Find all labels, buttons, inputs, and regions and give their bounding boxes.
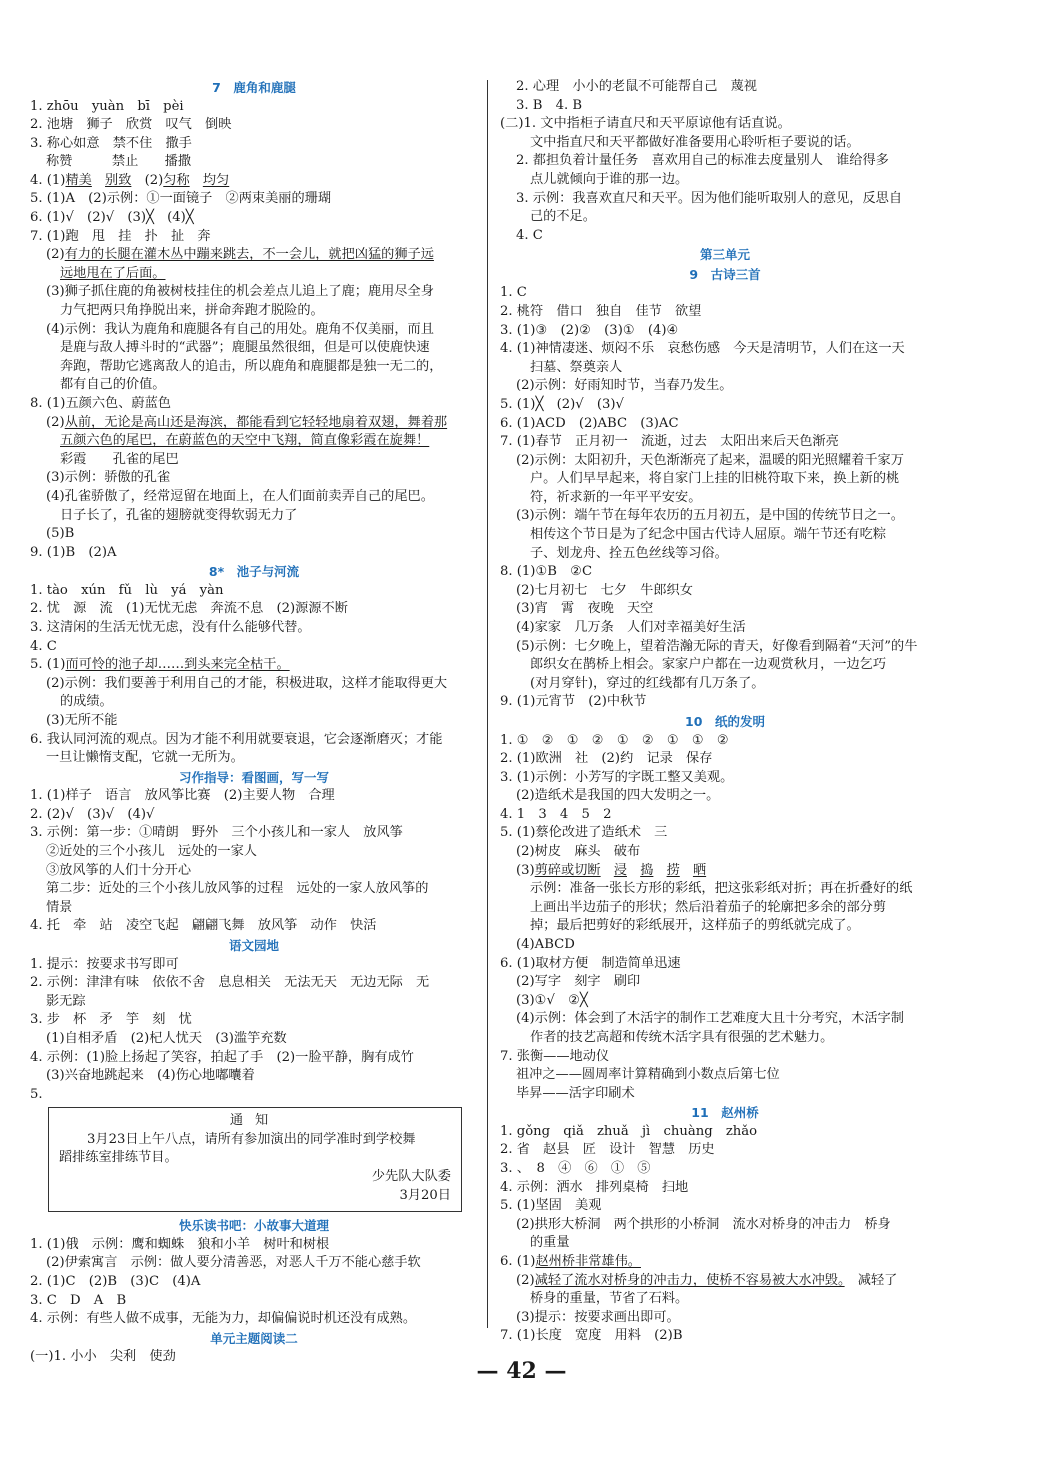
answer-line: (3)狮子抓住鹿的角被树枝挂住的机会差点儿追上了鹿；鹿用尽全身 bbox=[46, 284, 434, 300]
answer-line: 5. (1)坚固 美观 bbox=[500, 1198, 602, 1214]
section-heading: 8* 池子与河流 bbox=[208, 564, 300, 580]
answer-line: 情景 bbox=[46, 899, 73, 915]
answer-line: 一旦让懒惰支配，它就一无所为。 bbox=[46, 750, 244, 766]
answer-line: 2. 池塘 狮子 欣赏 叹气 倒映 bbox=[30, 117, 232, 133]
section-heading: 第三单元 bbox=[699, 247, 750, 263]
answer-line: 4. 托 牵 站 凌空飞起 翩翩飞舞 放风筝 动作 快活 bbox=[30, 918, 377, 934]
answer-line: 3. C D A B bbox=[30, 1292, 127, 1308]
answer-line: (3)无所不能 bbox=[46, 713, 118, 728]
answer-line: (4)家家 几万条 人们对幸福美好生活 bbox=[516, 620, 746, 636]
answer-line: 己的不足。 bbox=[530, 209, 596, 225]
answer-line: 3. B 4. B bbox=[516, 97, 583, 113]
section-heading: 语文园地 bbox=[228, 938, 279, 954]
answer-line: 1. gǒng qiǎ zhuǎ jì chuàng zhǎo bbox=[500, 1123, 758, 1139]
answer-line: (4)示例：体会到了木活字的制作工艺难度大且十分考究，木活字制 bbox=[516, 1011, 904, 1027]
answer-line: (1)自相矛盾 (2)杞人忧天 (3)滥竽充数 bbox=[46, 1030, 287, 1046]
answer-line: 点儿就倾向于谁的那一边。 bbox=[530, 171, 689, 187]
answer-line: 7. (1)跑 甩 挂 扑 扯 奔 bbox=[30, 228, 211, 244]
answer-line: 6. (1)ACD (2)ABC (3)AC bbox=[500, 415, 679, 431]
answer-line: 4. 示例：有些人做不成事，无能为力，却偏偏说时机还没有成熟。 bbox=[30, 1311, 417, 1327]
answer-line: (3)①√ ②╳ bbox=[516, 992, 588, 1008]
answer-line: 5. (1)而可怜的池子却……到头来完全枯干。 bbox=[30, 657, 290, 673]
answer-line: 2. (1)欧洲 社 (2)约 记录 保存 bbox=[500, 751, 713, 767]
answer-line: 5. (1)A (2)示例：①一面镜子 ②两束美丽的珊瑚 bbox=[30, 191, 332, 207]
answer-line: 祖冲之——圆周率计算精确到小数点后第七位 bbox=[516, 1067, 780, 1083]
answer-line: 2. 省 赵县 匠 设计 智慧 历史 bbox=[500, 1142, 715, 1158]
answer-line: (2)伊索寓言 示例：做人要分清善恶，对恶人千万不能心慈手软 bbox=[46, 1255, 421, 1271]
answer-line: 6. 我认同河流的观点。因为才能不利用就要衰退，它会逐渐磨灭；才能 bbox=[30, 731, 443, 747]
answer-line: 9. (1)元宵节 (2)中秋节 bbox=[500, 694, 647, 710]
answer-line: 1. tào xún fǔ lù yá yàn bbox=[30, 582, 224, 598]
answer-line: 8. (1)①B ②C bbox=[500, 564, 593, 580]
answer-line: 3. 示例：我喜欢直尺和天平。因为他们能听取别人的意见，反思自 bbox=[516, 190, 903, 206]
section-heading: 9 古诗三首 bbox=[689, 266, 761, 282]
answer-line: (2)有力的长腿在灌木丛中蹦来跳去，不一会儿，就把凶猛的狮子远 bbox=[46, 247, 434, 263]
answer-line: 7. (1)长度 宽度 用料 (2)B bbox=[500, 1328, 683, 1344]
answer-line: 文中指直尺和天平都做好准备要用心聆听柜子要说的话。 bbox=[530, 134, 860, 150]
answer-line: 相传这个节日是为了纪念中国古代诗人屈原。端午节还有吃粽 bbox=[530, 527, 887, 543]
answer-line: 3. 这清闲的生活无忧无虑，没有什么能够代替。 bbox=[30, 620, 311, 636]
answer-line: 的重量 bbox=[530, 1235, 570, 1251]
notice-body: 3月23日上午八点，请所有参加演出的同学准时到学校舞 bbox=[87, 1131, 416, 1147]
answer-line: (5)B bbox=[46, 526, 75, 542]
answer-line: 2. (1)C (2)B (3)C (4)A bbox=[30, 1273, 201, 1289]
answer-line: (3)宵 霄 夜晚 天空 bbox=[516, 601, 654, 617]
answer-line: (3)剪碎或切断 浸 捣 捞 晒 bbox=[516, 862, 707, 878]
answer-line: 奔跑，帮助它逃离敌人的追击，所以鹿角和鹿腿都是独一无二的， bbox=[60, 358, 443, 374]
answer-line: 3. (1)示例：小芳写的字既工整又美观。 bbox=[500, 769, 734, 785]
answer-line: 户。人们早早起来，将自家门上挂的旧桃符取下来，换上新的桃 bbox=[530, 471, 900, 487]
answer-line: 郎织女在鹊桥上相会。家家户户都在一边观赏秋月，一边乞巧 bbox=[530, 657, 887, 673]
answer-line: (3)示例：端午节在每年农历的五月初五，是中国的传统节日之一。 bbox=[516, 508, 904, 524]
answer-line: 子、划龙舟、拴五色丝线等习俗。 bbox=[530, 545, 728, 561]
notice-title: 通知 bbox=[229, 1113, 281, 1129]
answer-line: (4)孔雀骄傲了，经常逗留在地面上，在人们面前卖弄自己的尾巴。 bbox=[46, 488, 434, 504]
answer-line: (2)示例：太阳初升，天色渐渐亮了起来，温暖的阳光照耀着千家万 bbox=[516, 452, 904, 468]
answer-line: 3. 称心如意 禁不住 撒手 bbox=[30, 135, 192, 151]
answer-line: 1. C bbox=[500, 285, 527, 301]
notice-date: 3月20日 bbox=[399, 1187, 451, 1203]
answer-line: 8. (1)五颜六色、蔚蓝色 bbox=[30, 396, 171, 411]
answer-line: (2)示例：好雨知时节，当春乃发生。 bbox=[516, 378, 733, 394]
answer-line: 1. (1)样子 语言 放风筝比赛 (2)主要人物 合理 bbox=[30, 788, 335, 804]
answer-line: 示例：准备一张长方形的彩纸，把这张彩纸对折；再在折叠好的纸 bbox=[530, 881, 913, 897]
answer-line: 3. 、 8 ④ ⑥ ① ⑤ bbox=[500, 1161, 651, 1177]
answer-line: 4. 示例：(1)脸上扬起了笑容，拍起了手 (2)一脸平静，胸有成竹 bbox=[30, 1049, 414, 1065]
answer-line: 3. (1)③ (2)② (3)① (4)④ bbox=[500, 322, 679, 338]
notice-signer: 少先队大队委 bbox=[371, 1169, 451, 1185]
answer-line: (2)树皮 麻头 破布 bbox=[516, 844, 641, 860]
column-divider bbox=[487, 80, 488, 1328]
answer-line: ③放风筝的人们十分开心 bbox=[46, 862, 192, 878]
answer-line: 1. (1)俄 示例：鹰和蜘蛛 狼和小羊 树叶和树根 bbox=[30, 1236, 330, 1252]
answer-line: 五颜六色的尾巴，在蔚蓝色的天空中飞翔，简直像彩霞在旋舞！ bbox=[60, 433, 430, 449]
section-heading: 单元主题阅读二 bbox=[210, 1330, 298, 1346]
answer-line: (2)写字 刻字 刷印 bbox=[516, 974, 641, 990]
answer-line: 桥身的重量，节省了石料。 bbox=[530, 1291, 689, 1307]
answer-line: 2. 桃符 借口 独自 佳节 欲望 bbox=[500, 303, 702, 319]
answer-line: 7. 张衡——地动仪 bbox=[500, 1048, 610, 1064]
answer-line: 日子长了，孔雀的翅膀就变得软弱无力了 bbox=[60, 507, 298, 523]
answer-line: 2. 都担负着计量任务 喜欢用自己的标准去度量别人 谁给得多 bbox=[516, 153, 889, 169]
right-column bbox=[500, 78, 950, 1346]
section-heading: 10 纸的发明 bbox=[685, 714, 765, 729]
answer-line: (2)七月初七 七夕 牛郎织女 bbox=[516, 582, 693, 598]
answer-line: ②近处的三个小孩儿 远处的一家人 bbox=[46, 844, 257, 860]
answer-line: 3. 示例：第一步：①晴朗 野外 三个小孩儿和一家人 放风筝 bbox=[30, 825, 403, 841]
answer-line: 的成绩。 bbox=[60, 694, 113, 710]
answer-line: 5. (1)蔡伦改进了造纸术 三 bbox=[500, 825, 668, 841]
answer-line: (二)1. 文中指柜子请直尺和天平原谅他有话直说。 bbox=[500, 116, 791, 132]
answer-line: 5. (1)╳ (2)√ (3)√ bbox=[500, 396, 624, 412]
answer-line: 9. (1)B (2)A bbox=[30, 544, 117, 560]
answer-line: 6. (1)取材方便 制造简单迅速 bbox=[500, 955, 681, 971]
answer-line: 第二步：近处的三个小孩儿放风筝的过程 远处的一家人放风筝的 bbox=[46, 881, 429, 897]
answer-line: 7. (1)春节 正月初一 流逝，过去 太阳出来后天色渐亮 bbox=[500, 434, 839, 450]
answer-line: 2. 示例：津津有味 依依不舍 息息相关 无法无天 无边无际 无 bbox=[30, 975, 430, 991]
answer-line: 作者的技艺高超和传统木活字具有很强的艺术魅力。 bbox=[530, 1030, 834, 1045]
answer-line: 影无踪 bbox=[46, 993, 86, 1009]
section-heading: 快乐读书吧：小故事大道理 bbox=[178, 1218, 329, 1234]
answer-line: (2)从前，无论是高山还是海滨，都能看到它轻轻地扇着双翅，舞着那 bbox=[46, 414, 448, 430]
answer-line: 符，祈求新的一年平平安安。 bbox=[530, 489, 702, 505]
answer-line: (2)示例：我们要善于利用自己的才能，积极进取，这样才能取得更大 bbox=[46, 675, 448, 691]
answer-line: (对月穿针)，穿过的红线都有几万条了。 bbox=[530, 675, 765, 691]
section-heading: 7 鹿角和鹿腿 bbox=[212, 80, 296, 95]
answer-line: 4. (1)神情凄迷、烦闷不乐 哀愁伤感 今天是清明节，人们在这一天 bbox=[500, 341, 905, 357]
notice-box bbox=[48, 1107, 462, 1212]
answer-line: 4. C bbox=[30, 638, 57, 654]
answer-line: 4. C bbox=[516, 227, 543, 243]
answer-line: 远地甩在了后面。 bbox=[60, 265, 166, 281]
answer-line: (2)拱形大桥洞 两个拱形的小桥洞 流水对桥身的冲击力 桥身 bbox=[516, 1216, 891, 1232]
answer-line: 毕昇——活字印刷术 bbox=[516, 1085, 635, 1101]
answer-line: 6. (1)√ (2)√ (3)╳ (4)╳ bbox=[30, 210, 194, 226]
answer-line: (2)造纸术是我国的四大发明之一。 bbox=[516, 788, 720, 804]
answer-line: 掉；最后把剪好的彩纸展开，这样茄子的剪纸就完成了。 bbox=[530, 918, 860, 934]
answer-line: 上画出半边茄子的形状；然后沿着茄子的轮廓把多余的部分剪 bbox=[530, 899, 887, 915]
answer-line: (4)示例：我认为鹿角和鹿腿各有自己的用处。鹿角不仅美丽，而且 bbox=[46, 321, 434, 337]
section-heading: 习作指导：看图画，写一写 bbox=[178, 769, 329, 785]
answer-line: 1. zhōu yuàn bī pèi bbox=[30, 98, 184, 114]
answer-line: 彩霞 孔雀的尾巴 bbox=[60, 451, 179, 467]
answer-line: 是鹿与敌人搏斗时的“武器”；鹿腿虽然很细，但是可以使鹿快速 bbox=[60, 340, 430, 356]
answer-line: 1. ① ② ① ② ① ② ① ① ② bbox=[500, 732, 729, 748]
answer-line: 4. 1 3 4 5 2 bbox=[500, 806, 612, 822]
answer-line: 称赞 禁止 播撒 bbox=[46, 154, 192, 170]
answer-line: (2)减轻了流水对桥身的冲击力，使桥不容易被大水冲毁。 减轻了 bbox=[516, 1272, 898, 1288]
answer-line: (3)兴奋地跳起来 (4)伤心地嘟囔着 bbox=[46, 1068, 255, 1084]
answer-line: 4. 示例：洒水 排列桌椅 扫地 bbox=[500, 1179, 689, 1195]
answer-line: 扫墓、祭奠亲人 bbox=[530, 359, 623, 375]
answer-line: 都有自己的价值。 bbox=[60, 377, 166, 393]
answer-line: 6. (1)赵州桥非常雄伟。 bbox=[500, 1254, 641, 1270]
answer-line: (5)示例：七夕晚上，望着浩瀚无际的青天，好像看到隔着“天河”的牛 bbox=[516, 638, 918, 654]
answer-line: 力气把两只角挣脱出来，拼命奔跑才脱险的。 bbox=[60, 303, 324, 319]
answer-line: 2. 忧 源 流 (1)无忧无虑 奔流不息 (2)源源不断 bbox=[30, 601, 348, 617]
left-column bbox=[30, 78, 478, 1367]
answer-line: (一)1. 小小 尖利 使劲 bbox=[30, 1349, 176, 1365]
notice-body: 蹈排练室排练节目。 bbox=[59, 1150, 178, 1166]
answer-line: (3)提示：按要求画出即可。 bbox=[516, 1309, 680, 1325]
answer-line: 4. (1)精美 别致 (2)匀称 均匀 bbox=[30, 172, 230, 188]
answer-line: 5. bbox=[30, 1086, 43, 1102]
section-heading: 11 赵州桥 bbox=[691, 1105, 759, 1121]
answer-line: 1. 提示：按要求书写即可 bbox=[30, 956, 179, 972]
answer-line: (3)示例：骄傲的孔雀 bbox=[46, 470, 171, 486]
page-number: — 42 — bbox=[476, 1358, 567, 1384]
answer-line: 2. (2)√ (3)√ (4)√ bbox=[30, 806, 155, 822]
answer-line: 3. 步 杯 矛 竽 刻 忧 bbox=[30, 1012, 192, 1028]
answer-line: (4)ABCD bbox=[516, 937, 575, 953]
answer-line: 2. 心理 小小的老鼠不可能帮自己 蔑视 bbox=[516, 79, 757, 94]
